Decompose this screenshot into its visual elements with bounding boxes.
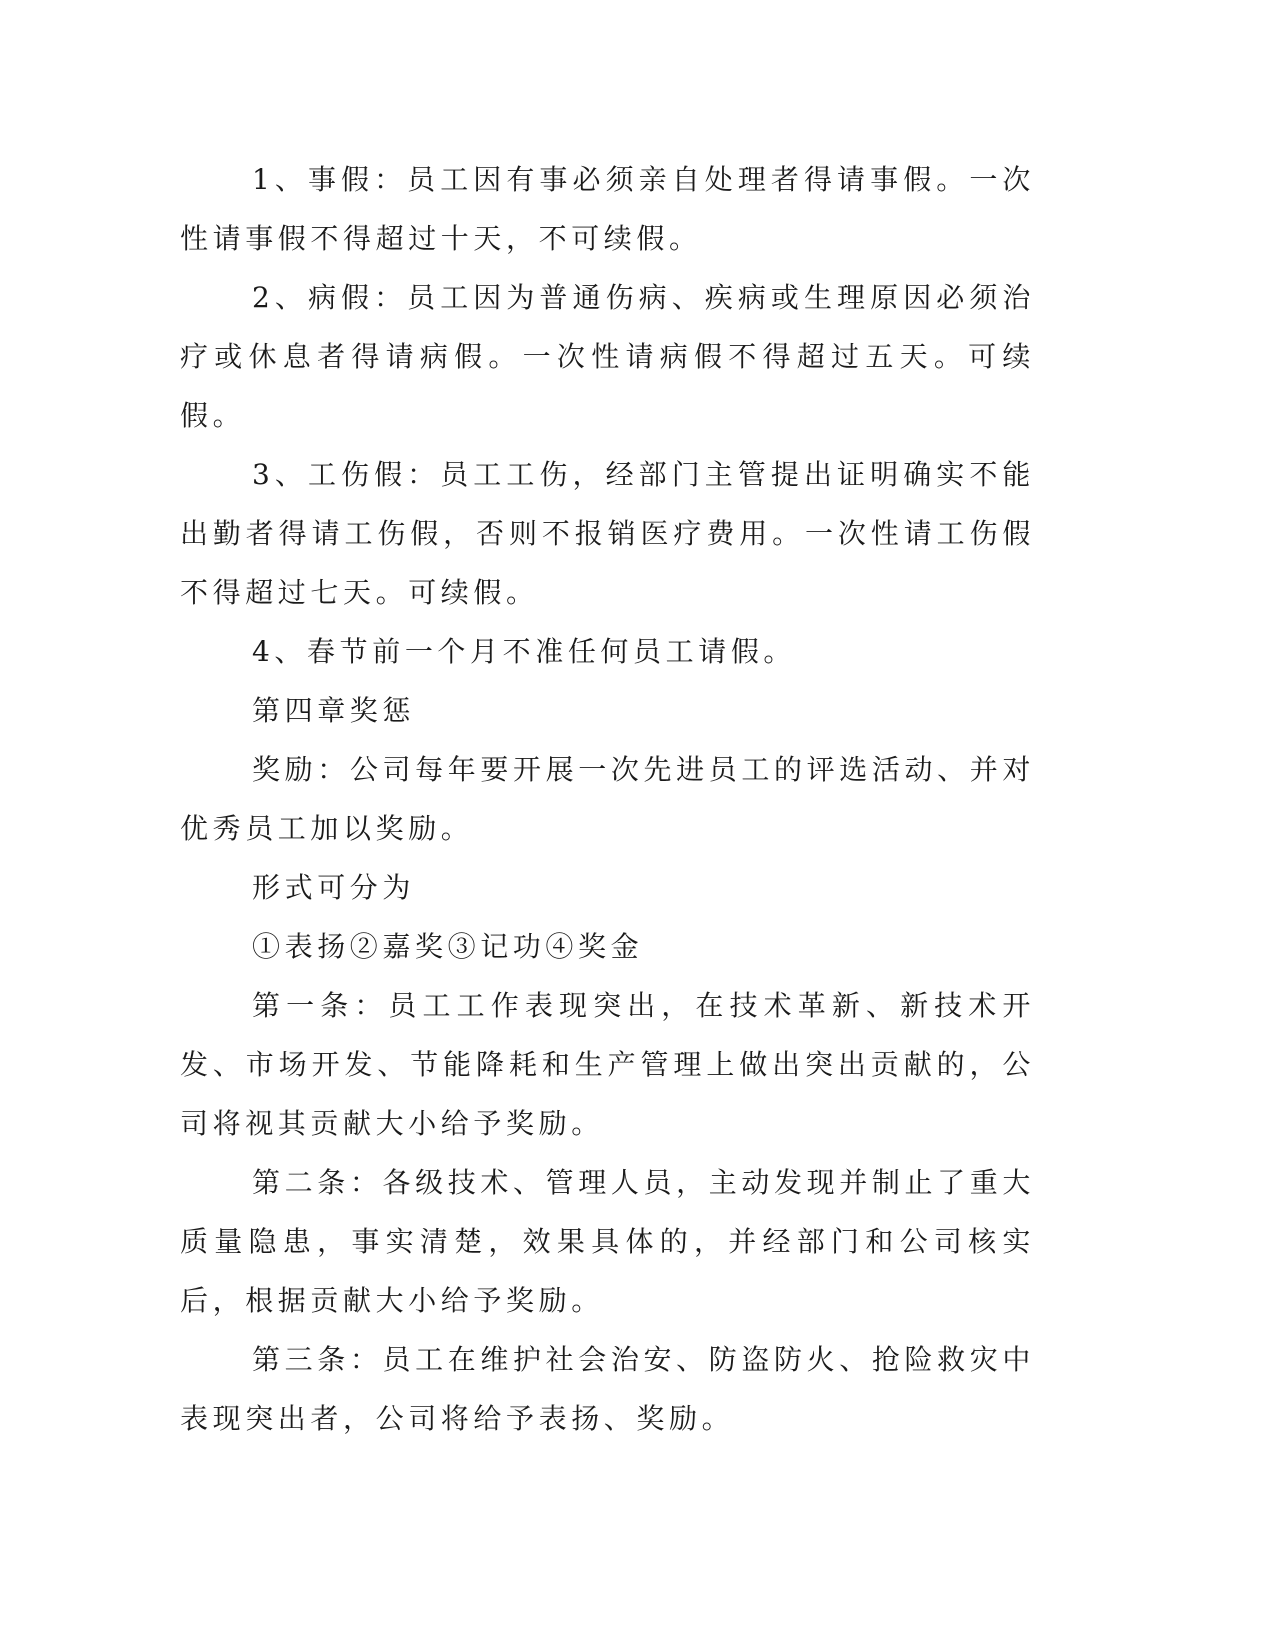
article-two: 第二条：各级技术、管理人员，主动发现并制止了重大质量隐患，事实清楚，效果具体的，并经部门和公司核实后，根据贡献大小给予奖励。 — [180, 1166, 1035, 1317]
chapter-heading: 第四章奖惩 — [252, 694, 416, 727]
paragraph-spring-festival-rule: 4、春节前一个月不准任何员工请假。 — [252, 635, 797, 668]
document-page — [180, 150, 1035, 1448]
article-three: 第三条：员工在维护社会治安、防盗防火、抢险救灾中表现突出者，公司将给予表扬、奖励。 — [180, 1343, 1035, 1435]
paragraph-forms-intro: 形式可分为 — [252, 871, 416, 904]
paragraph-rewards: 奖励：公司每年要开展一次先进员工的评选活动、并对优秀员工加以奖励。 — [180, 753, 1035, 845]
paragraph-sick-leave: 2、病假：员工因为普通伤病、疾病或生理原因必须治疗或休息者得请病假。一次性请病假不得超过五天。可续假。 — [180, 281, 1035, 432]
paragraph-injury-leave: 3、工伤假：员工工伤，经部门主管提出证明确实不能出勤者得请工伤假，否则不报销医疗费用。一次性请工伤假不得超过七天。可续假。 — [180, 458, 1035, 609]
article-one: 第一条：员工工作表现突出，在技术革新、新技术开发、市场开发、节能降耗和生产管理上做出突出贡献的，公司将视其贡献大小给予奖励。 — [180, 989, 1035, 1140]
paragraph-personal-leave: 1、事假：员工因有事必须亲自处理者得请事假。一次性请事假不得超过十天，不可续假。 — [180, 163, 1035, 255]
paragraph-forms-list: ①表扬②嘉奖③记功④奖金 — [252, 930, 644, 963]
